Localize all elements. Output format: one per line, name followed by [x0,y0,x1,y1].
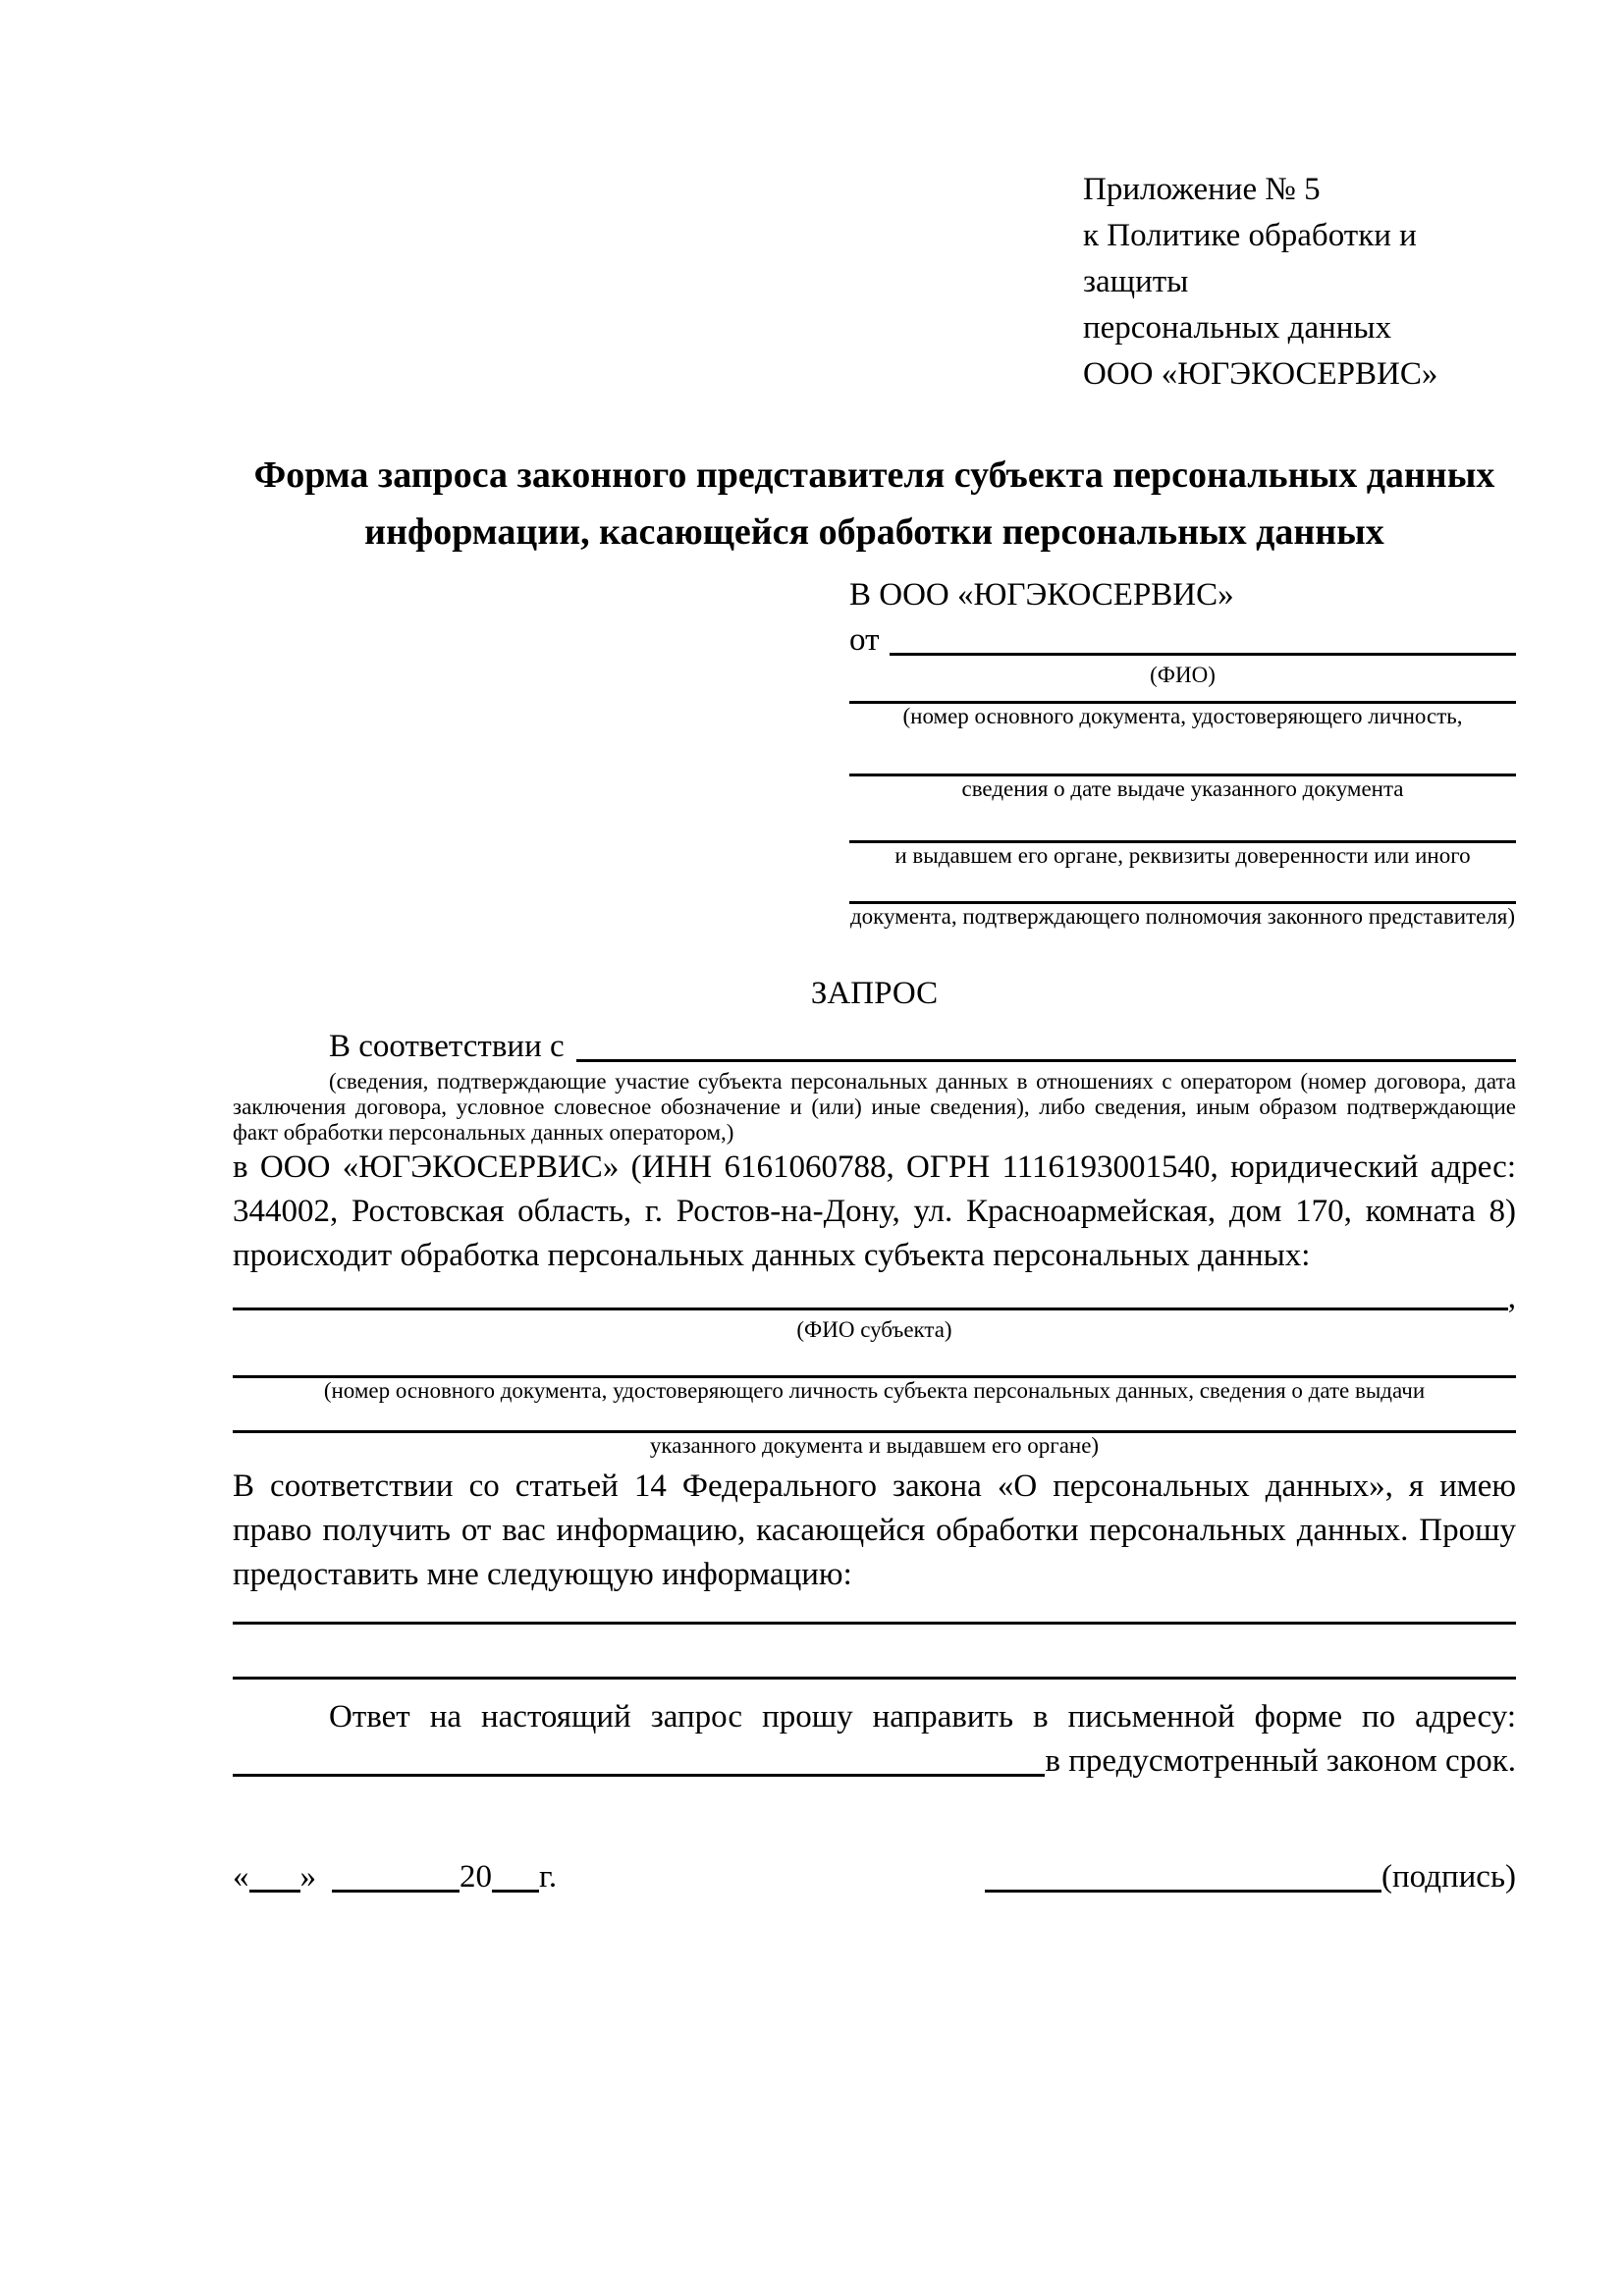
year-suffix: г. [539,1859,558,1895]
footer-row [233,1854,1516,1899]
signature-caption: (подпись) [1381,1859,1516,1895]
appendix-note-line-4: ООО «ЮГЭКОСЕРВИС» [1083,356,1438,392]
authority-document-blank-line [849,869,1516,904]
subject-fio-comma: , [1507,1280,1516,1315]
appendix-note-line-2: к Политике обработки и защиты [1083,218,1417,299]
request-heading: ЗАПРОС [810,976,939,1011]
reply-request-paragraph: Ответ на настоящий запрос прошу направить в письменной форме по адресу: [329,1699,1516,1735]
reply-address-blank-line [233,1739,1045,1777]
reply-address-field-row [233,1739,1516,1784]
accordance-field-row [233,1024,1516,1069]
accordance-blank-line [576,1024,1516,1062]
addressee-to: В ООО «ЮГЭКОСЕРВИС» [849,577,1234,613]
subject-doc-caption-1: (номер основного документа, удостоверяющего личность субъекта персональных данных, сведения о дате выдачи [323,1378,1426,1403]
date-quote-close: » [299,1859,316,1895]
law-paragraph: В соответствии со статьей 14 Федерального закона «О персональных данных», я имею право получить от вас информацию, касающейся обработки персональных данных. Прошу предоставить мне следующую информацию: [233,1468,1516,1592]
year-blank-line [492,1883,539,1893]
issue-date-caption: сведения о дате выдаче указанного документа [961,776,1404,801]
appendix-note [1083,167,1516,398]
fio-blank-line [890,617,1517,656]
year-prefix: 20 [460,1859,492,1895]
subject-doc-blank-line-2 [233,1404,1516,1433]
subject-fio-caption: (ФИО субъекта) [796,1317,952,1342]
authority-document-caption: документа, подтверждающего полномочия законного представителя) [849,904,1516,929]
subject-doc-blank-line-1 [233,1343,1516,1378]
issuing-authority-blank-line [849,802,1516,843]
issuing-authority-caption: и выдавшем его органе, реквизиты доверенности или иного [894,843,1471,868]
accordance-label: В соответствии с [329,1029,565,1064]
date-quote-open: « [233,1859,249,1895]
subject-fio-blank-line [233,1278,1508,1310]
doc-number-blank-line [849,688,1516,704]
date-field [233,1854,557,1899]
from-field-row [849,617,1516,663]
issue-date-blank-line [849,729,1516,776]
document-title-line-1: Форма запроса законного представителя субъекта персональных данных [253,454,1495,496]
reply-suffix: в предусмотренный законом срок. [1045,1743,1516,1779]
accordance-note: (сведения, подтверждающие участие субъекта персональных данных в отношениях с оператором (номер договора, дата заключения договора, условное словесное обозначение и (или) иные сведения), либо сведения, иным образом подтверждающие факт обработки персональных данных оператором,) [233,1069,1516,1145]
signature-field [985,1854,1516,1899]
appendix-note-line-1: Приложение № 5 [1083,172,1321,207]
document-title [233,447,1516,561]
addressee-block [849,572,1516,930]
fio-caption: (ФИО) [1150,663,1216,687]
day-blank-line [249,1883,300,1893]
document-title-line-2: информации, касающейся обработки персональных данных [364,511,1384,553]
doc-number-caption: (номер основного документа, удостоверяющего личность, [902,704,1463,728]
subject-doc-caption-2: указанного документа и выдавшем его органе) [649,1433,1100,1458]
information-blank-line-1 [233,1611,1516,1625]
month-blank-line [332,1883,460,1893]
signature-blank-line [985,1883,1381,1893]
information-blank-line-2 [233,1677,1516,1680]
operator-paragraph: в ООО «ЮГЭКОСЕРВИС» (ИНН 6161060788, ОГРН 1116193001540, юридический адрес: 344002, Ростовская область, г. Ростов-на-Дону, ул. Красноармейская, дом 170, комната 8) происходит обработка персональных данных субъекта персональных данных: [233,1149,1516,1273]
from-label: от [849,622,880,658]
subject-fio-field-row [233,1278,1516,1317]
appendix-note-line-3: персональных данных [1083,310,1392,346]
